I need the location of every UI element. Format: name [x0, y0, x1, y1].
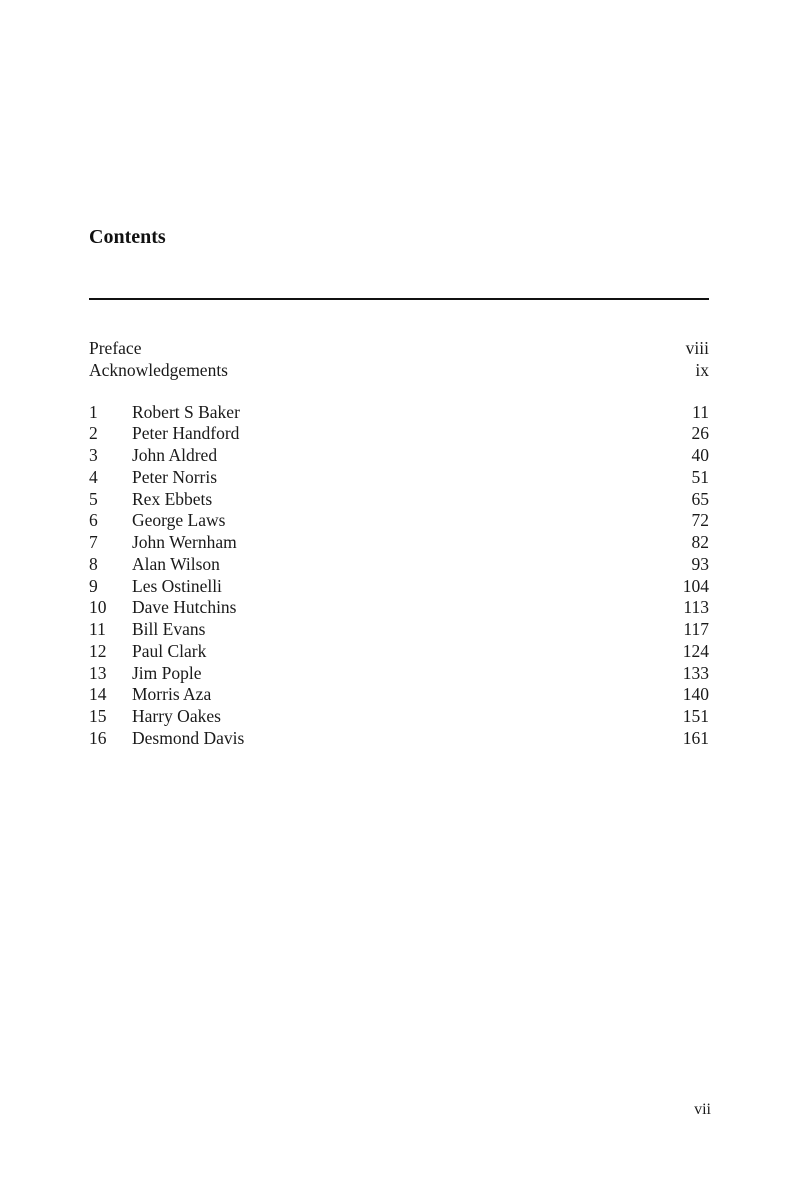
toc-chapter-entry[interactable] [89, 576, 709, 598]
chapter-number: 1 [89, 401, 98, 422]
toc-entry-page: viii [685, 338, 709, 358]
chapter-number: 8 [89, 553, 98, 574]
chapter-number: 2 [89, 423, 98, 444]
chapter-page: 140 [682, 684, 709, 705]
chapter-title: Jim Pople [132, 662, 202, 683]
toc-chapter-entry[interactable] [89, 597, 709, 619]
page-title: Contents [89, 226, 166, 248]
chapter-number: 4 [89, 466, 98, 487]
chapter-number: 10 [89, 597, 107, 618]
toc-chapter-entry[interactable] [89, 706, 709, 728]
toc-chapter-entry[interactable] [89, 510, 709, 532]
chapter-page: 151 [682, 706, 709, 726]
chapter-page: 26 [691, 423, 709, 444]
chapter-title: Desmond Davis [132, 727, 245, 748]
chapter-number: 13 [89, 662, 107, 683]
page-folio: vii [694, 1101, 711, 1118]
toc-entry-page: ix [695, 359, 709, 380]
chapter-page: 161 [682, 727, 709, 748]
toc-chapter-entry[interactable] [89, 554, 709, 576]
toc-entry-title: Preface [89, 338, 142, 358]
chapter-number: 16 [89, 727, 107, 748]
toc-entry-title: Acknowledgements [89, 359, 228, 380]
toc-chapter-entry[interactable] [89, 445, 709, 467]
chapter-page: 113 [683, 597, 709, 618]
chapter-title: John Wernham [132, 532, 237, 552]
chapter-number: 12 [89, 640, 107, 661]
chapter-number: 11 [89, 619, 106, 639]
toc-chapter-entry[interactable] [89, 489, 709, 511]
chapter-title: Dave Hutchins [132, 597, 237, 618]
toc-chapter-entry[interactable] [89, 619, 709, 641]
chapter-title: Morris Aza [132, 684, 212, 705]
chapter-page: 93 [691, 553, 709, 574]
chapter-title: Harry Oakes [132, 706, 221, 726]
chapter-page: 133 [682, 662, 709, 683]
chapter-page: 72 [691, 510, 709, 531]
toc-chapter-entry[interactable] [89, 663, 709, 685]
chapter-page: 82 [691, 532, 709, 552]
chapter-title: Les Ostinelli [132, 575, 222, 596]
chapter-page: 40 [691, 445, 709, 465]
toc-spacer [89, 382, 709, 402]
chapter-page: 11 [692, 401, 709, 422]
chapter-page: 124 [682, 640, 709, 661]
toc-chapter-entry[interactable] [89, 467, 709, 489]
chapter-title: Bill Evans [132, 619, 206, 639]
chapter-title: Peter Handford [132, 423, 240, 444]
chapter-title: John Aldred [132, 445, 218, 465]
chapter-title: Paul Clark [132, 640, 207, 661]
chapter-title: Robert S Baker [132, 401, 240, 422]
chapter-title: George Laws [132, 510, 226, 531]
toc-chapter-entry[interactable] [89, 728, 709, 750]
chapter-number: 9 [89, 575, 98, 596]
chapter-number: 6 [89, 510, 98, 531]
heading-rule [89, 298, 709, 300]
chapter-number: 14 [89, 684, 107, 705]
chapter-number: 3 [89, 445, 98, 465]
chapter-number: 5 [89, 488, 98, 509]
chapter-page: 104 [682, 575, 709, 596]
chapter-title: Alan Wilson [132, 553, 220, 574]
toc-chapter-entry[interactable] [89, 641, 709, 663]
chapter-page: 117 [683, 619, 709, 639]
toc-front-entry[interactable] [89, 338, 709, 360]
chapter-number: 15 [89, 706, 107, 726]
toc-front-entry[interactable] [89, 360, 709, 382]
chapter-number: 7 [89, 532, 98, 552]
chapter-page: 51 [691, 466, 709, 487]
chapter-title: Peter Norris [132, 466, 218, 487]
toc-chapter-entry[interactable] [89, 532, 709, 554]
table-of-contents [89, 338, 709, 750]
chapter-page: 65 [691, 488, 709, 509]
toc-chapter-entry[interactable] [89, 684, 709, 706]
toc-chapter-entry[interactable] [89, 423, 709, 445]
toc-chapter-entry[interactable] [89, 402, 709, 424]
chapter-title: Rex Ebbets [132, 488, 213, 509]
